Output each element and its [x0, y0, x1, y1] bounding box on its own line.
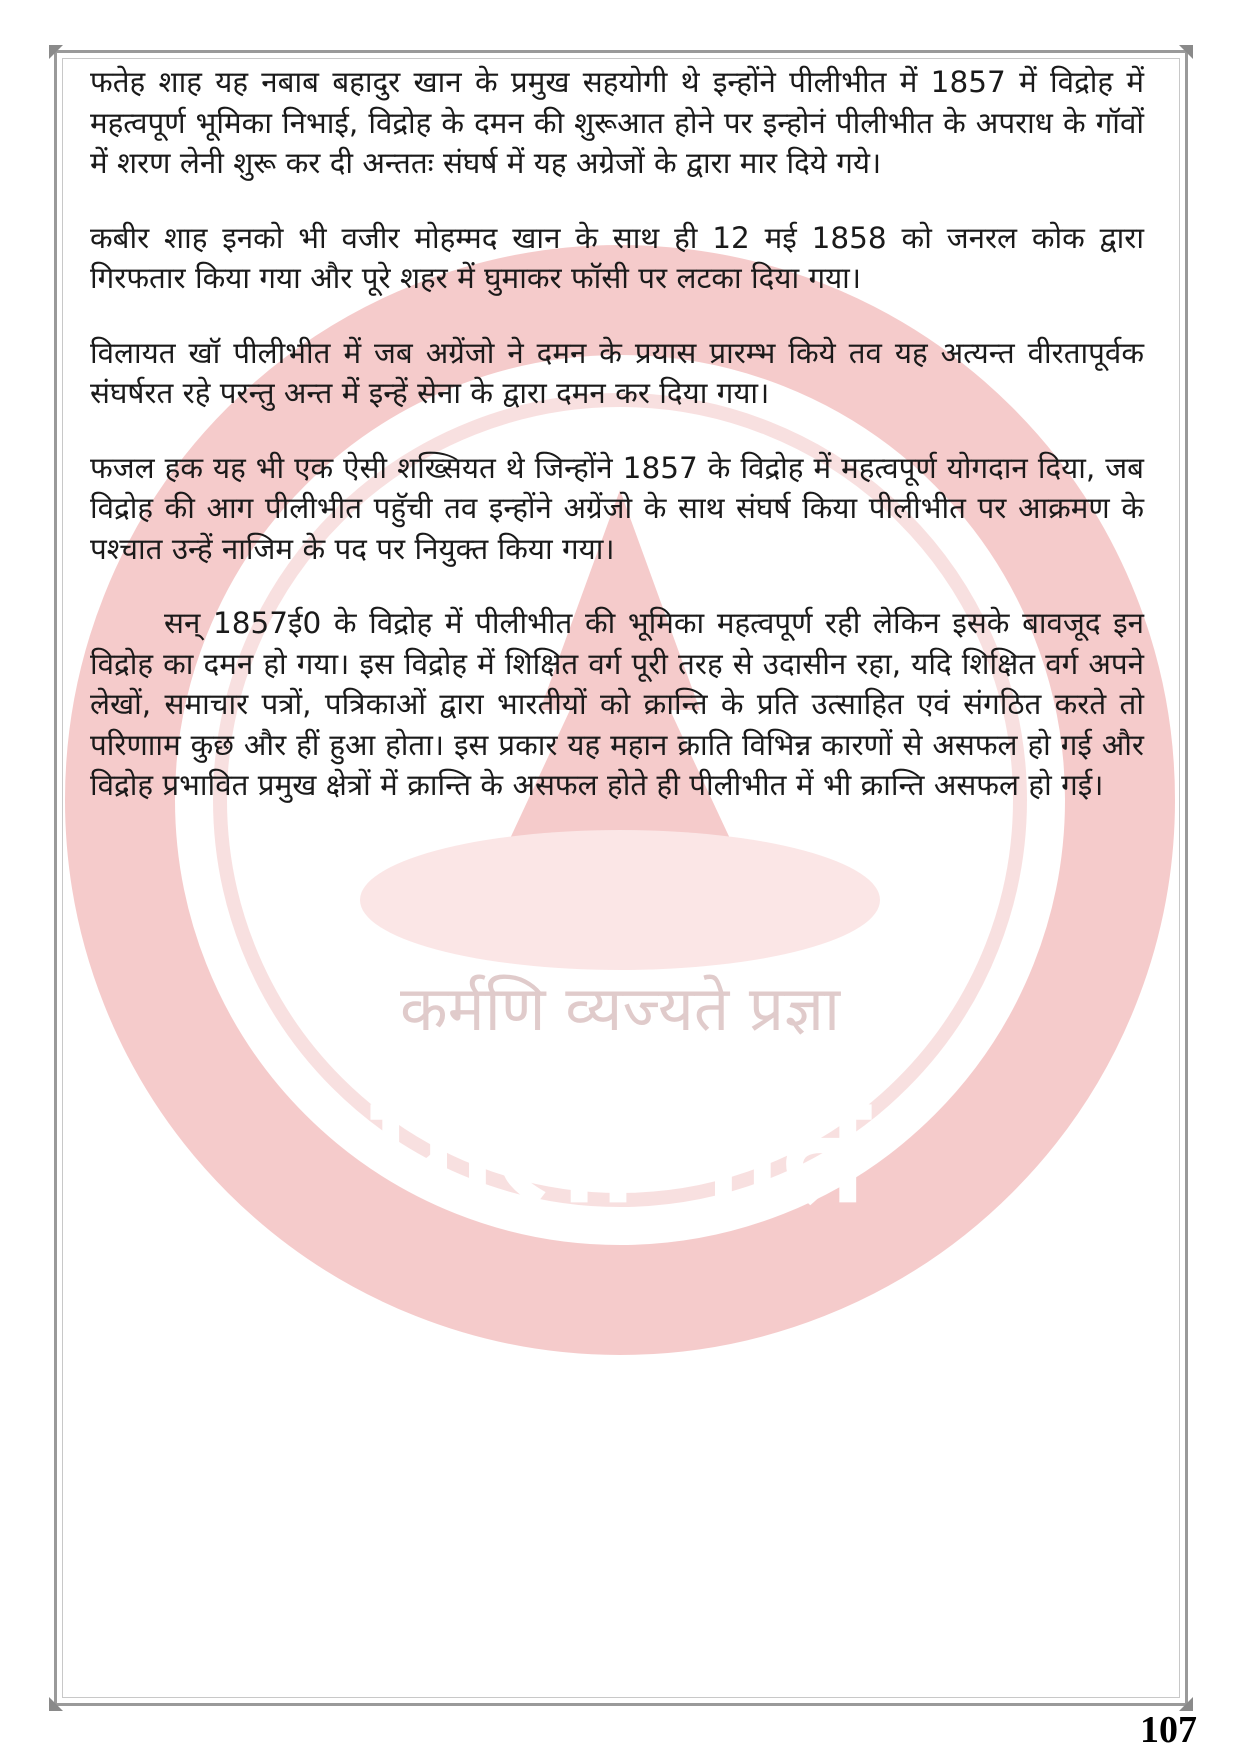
paragraph-fateh-shah: फतेह शाह यह नबाब बहादुर खान के प्रमुख सहयोगी थे इन्होंने पीलीभीत में 1857 में विद्रोह में महत्वपूर्ण भूमिका निभाई, विद्रोह के दमन की शुरूआत होने पर इन्होनं पीलीभीत के अपराध के गॉवों में शरण लेनी शुरू कर दी अन्ततः संघर्ष में यह अग्रेजों के द्वारा मार दिये गये। — [90, 65, 1144, 180]
paragraph-conclusion: सन् 1857ई0 के विद्रोह में पीलीभीत की भूमिका महत्वपूर्ण रही लेकिन इसके बावजूद इन विद्रोह का दमन हो गया। इस विद्रोह में शिक्षित वर्ग पूरी तरह से उदासीन रहा, यदि शिक्षित वर्ग अपने लेखों, समाचार पत्रों, पत्रिकाओं द्वारा भारतीयों को क्रान्ति के प्रति उत्साहित एवं संगठित करते तो परिणााम कुछ और हीं हुआ होता। इस प्रकार यह महान क्राति विभिन्न कारणों से असफल हो गई और विद्रोह प्रभावित प्रमुख क्षेत्रों में क्रान्ति के असफल होते ही पीलीभीत में भी क्रान्ति असफल हो गई। — [90, 606, 1144, 802]
watermark-motto: कर्मणि व्यज्यते प्रज्ञा — [400, 972, 840, 1045]
border-corner-ornament — [1179, 45, 1193, 59]
page-body — [90, 62, 1144, 840]
border-corner-ornament — [49, 45, 63, 59]
paragraph-kabir-shah: कबीर शाह इनको भी वजीर मोहम्मद खान के साथ ही 12 मई 1858 को जनरल कोक द्वारा गिरफतार किया गया और पूरे शहर में घुमाकर फॉसी पर लटका दिया गया। — [90, 220, 1144, 295]
watermark-place: पीलीभीत — [372, 1062, 868, 1236]
page-number: 107 — [1140, 1709, 1197, 1751]
paragraph-vilayat-khan: विलायत खॉ पीलीभीत में जब अग्रेंजो ने दमन के प्रयास प्रारम्भ किये तव यह अत्यन्त वीरतापूर्वक संघर्षरत रहे परन्तु अन्त में इन्हें सेना के द्वारा दमन कर दिया गया। — [90, 335, 1144, 410]
paragraph-fazal-haq: फजल हक यह भी एक ऐसी शख्सियत थे जिन्होंने 1857 के विद्रोह में महत्वपूर्ण योगदान दिया, जब विद्रोह की आग पीलीभीत पहुॅची तव इन्होंने अग्रेंजो के साथ संघर्ष किया पीलीभीत पर आक्रमण के पश्चात उन्हें नाजिम के पद पर नियुक्त किया गया। — [90, 450, 1144, 566]
border-corner-ornament — [49, 1697, 63, 1711]
